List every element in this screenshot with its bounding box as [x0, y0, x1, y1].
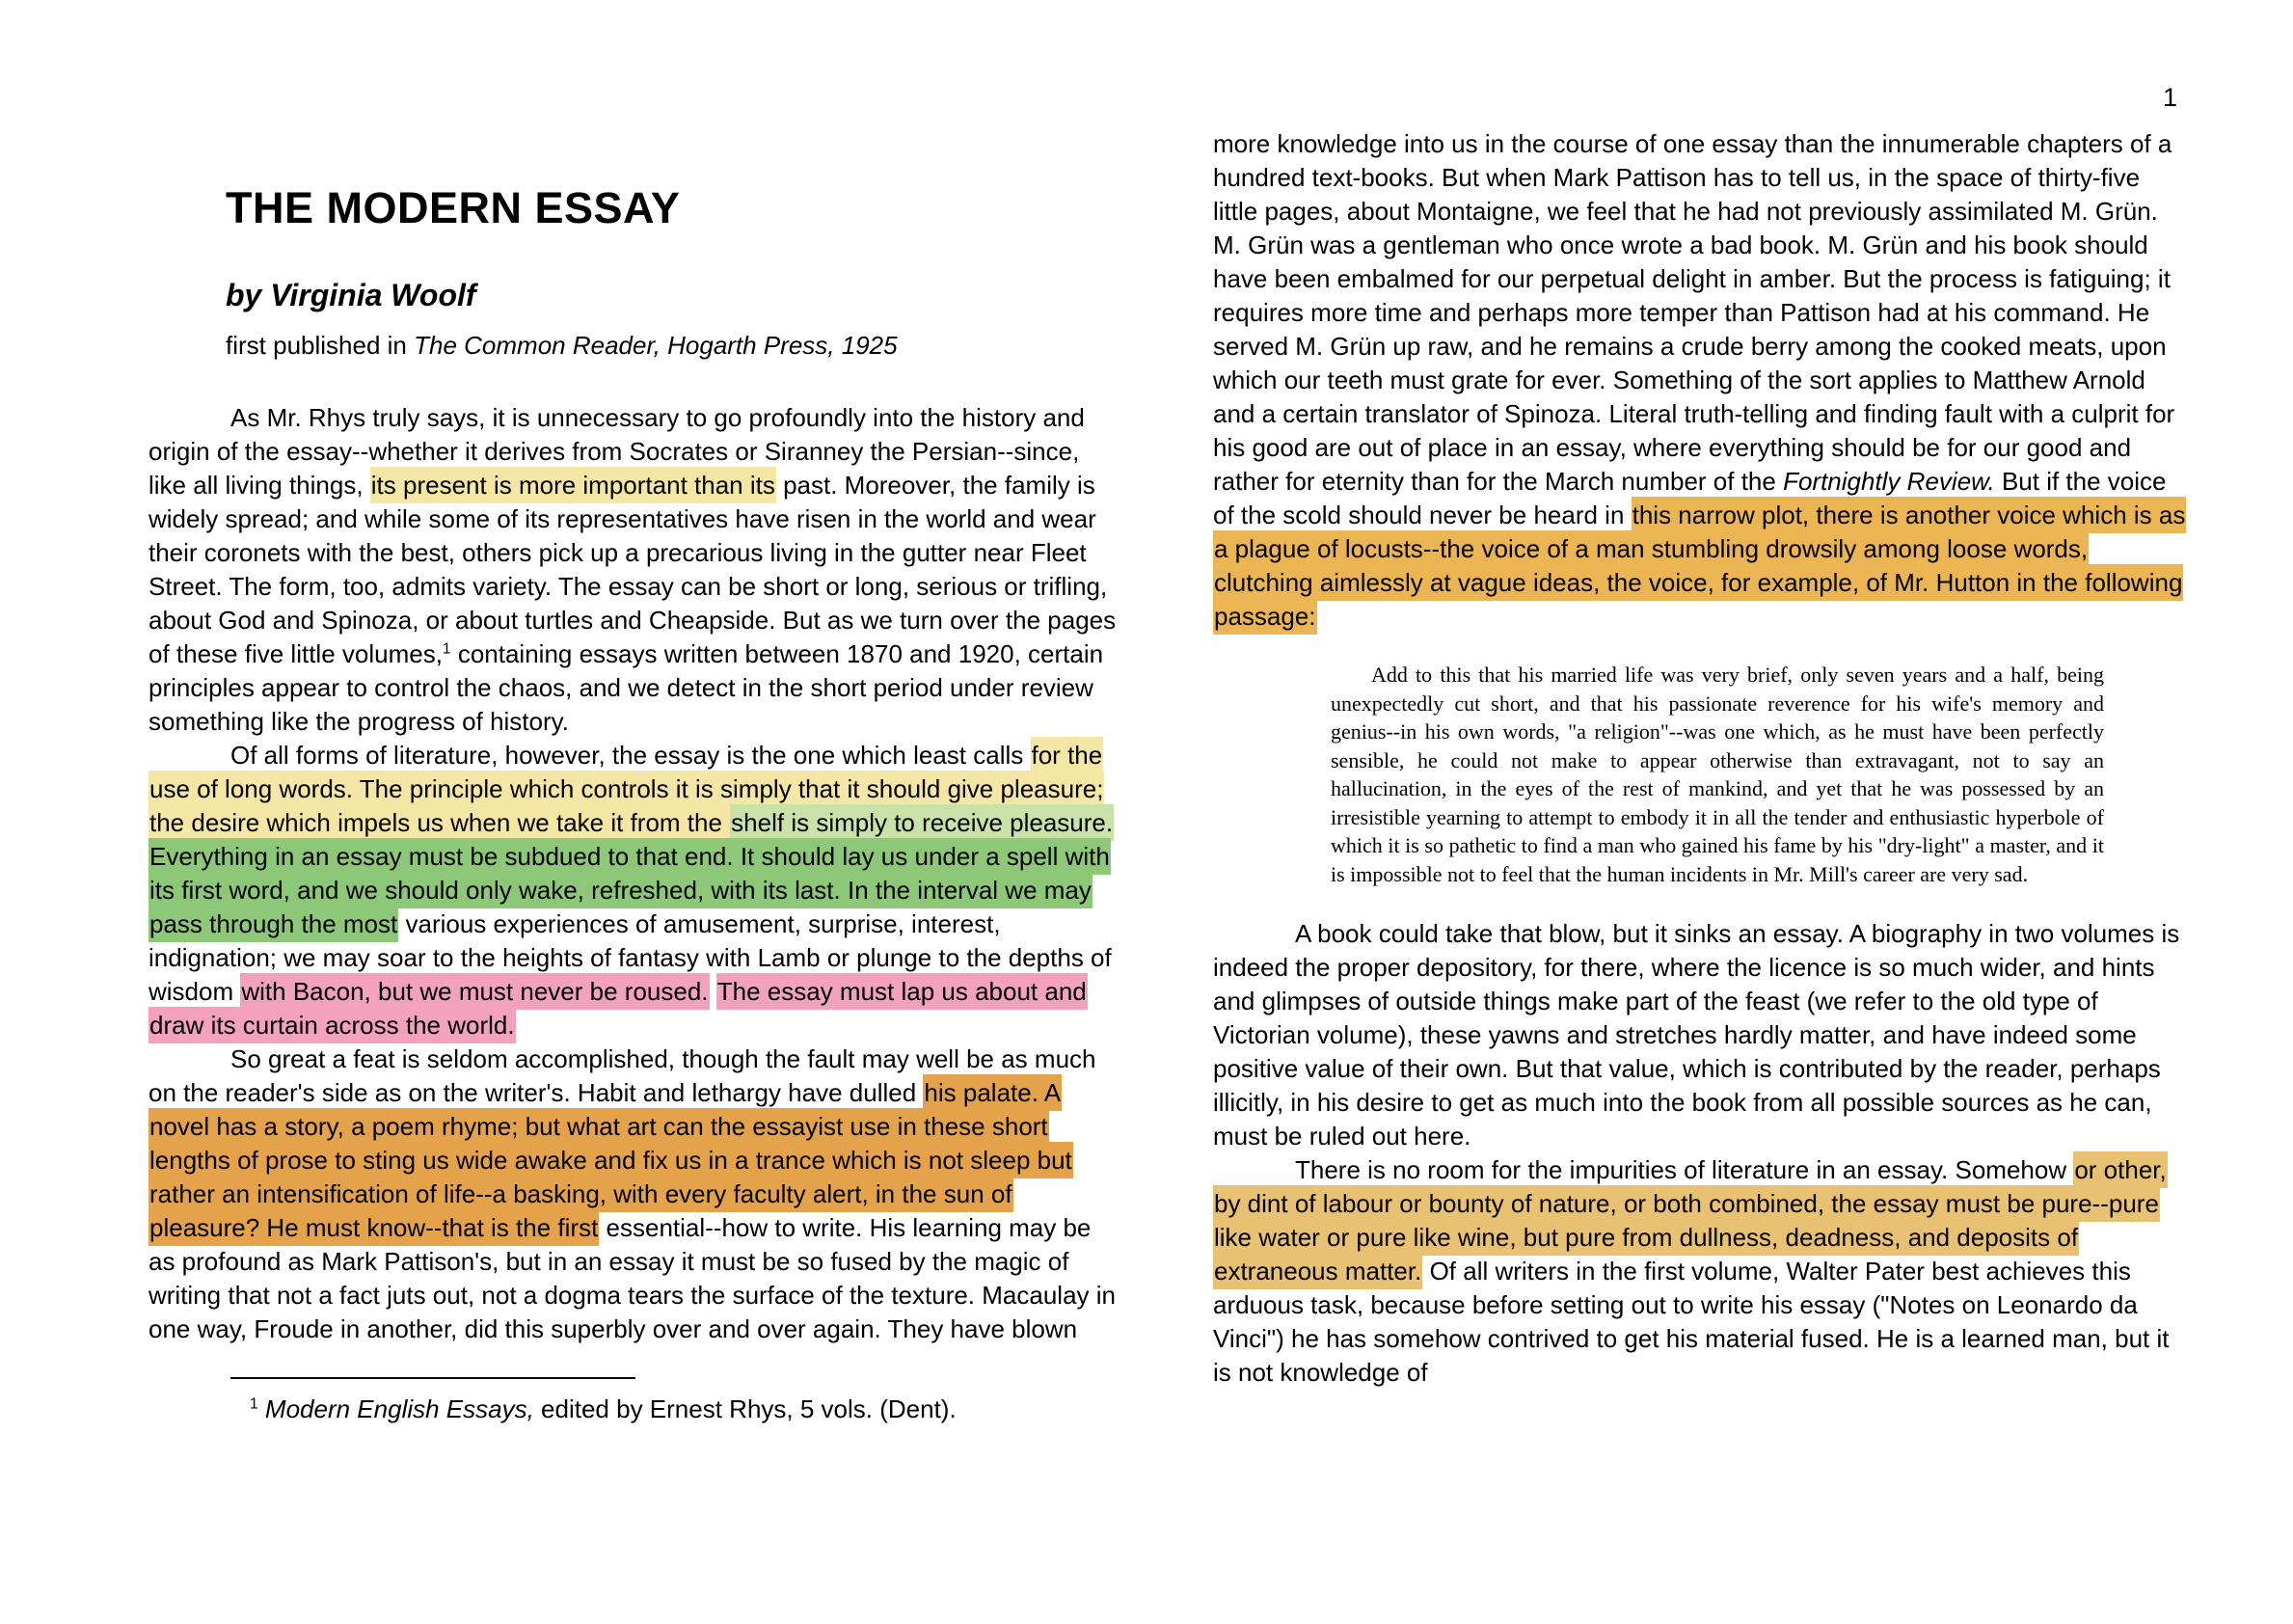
paragraph	[1213, 1153, 2191, 1390]
italic-text: Fortnightly Review.	[1783, 467, 1995, 496]
text-run: There is no room for the impurities of literature in an essay. Somehow	[1295, 1155, 2074, 1184]
page-number: 1	[2162, 83, 2177, 112]
highlight-pink: The essay must lap us about and draw its curtain across the world.	[148, 973, 1088, 1043]
italic-text: Modern English Essays,	[264, 1394, 534, 1423]
paragraph	[1213, 127, 2191, 634]
text-run: But if the voice of the scold should never be heard in	[1213, 467, 2167, 529]
text-run: 1	[250, 1395, 258, 1413]
text-run: A book could take that blow, but it sinks an essay. A biography in two volumes is indeed the proper depository, for there, where the licence is so much wider, and hints and glimpses of outside things make part of the feast (we refer to the old type of Victorian volume), these yawns and stretches hardly matter, and have indeed some positive value of their own. But that value, which is contributed by the reader, perhaps illicitly, in his desire to get as much into the book from all possible sources as he can, must be ruled out here.	[1213, 919, 2180, 1150]
italic-text: The Common Reader, Hogarth Press, 1925	[414, 331, 898, 360]
text-run: So great a feat is seldom accomplished, though the fault may well be as much on the reader's side as on the writer's. Habit and lethargy have dulled	[148, 1044, 1096, 1107]
footnote-text	[230, 1393, 1118, 1425]
highlight-gold: this narrow plot, there is another voice which is as a plague of locusts--the voice of a man stumbling drowsily among loose words, clutching aimlessly at vague ideas, the voice, for example, of Mr. Hutton in the following passage:	[1213, 497, 2186, 635]
essay-title: THE MODERN ESSAY	[226, 183, 681, 232]
paragraph	[1213, 917, 2191, 1153]
highlight-yellow: its present is more important than its	[370, 467, 776, 503]
publication-line	[226, 331, 1118, 361]
essay-byline: by Virginia Woolf	[226, 278, 476, 312]
text-run: Of all writers in the first volume, Walter Pater best achieves this arduous task, because before setting out to write his essay ("Notes on Leonardo da Vinci") he has somehow contrived to get his material fused. He is a learned man, but it is not knowledge of	[1213, 1257, 2170, 1387]
text-run: containing essays written between 1870 and 1920, certain principles appear to control the chaos, and we detect in the short period under review something like the progress of history.	[148, 639, 1104, 736]
highlight-tan: or other, by dint of labour or bounty of nature, or both combined, the essay must be pure--pure like water or pure like wine, but pure from dullness, deadness, and deposits of extraneous matter.	[1213, 1151, 2168, 1289]
text-run: Add to this that his married life was very brief, only seven years and a half, being unexpectedly cut short, and that his passionate reverence for his wife's memory and genius--in his own words, "a religion"--was one which, as he must have been perfectly sensible, he could not make to appear otherwise than extravagant, not to say an hallucination, in the eyes of the rest of mankind, and yet that he was possessed by an irresistible yearning to attempt to embody it in all the tender and enthusiastic hyperbole of which it is so pathetic to find a man who gained his fame by his "dry-light" a master, and it is impossible not to feel that the human incidents in Mr. Mill's career are very sad.	[1331, 663, 2104, 886]
text-run: various experiences of amusement, surprise, interest, indignation; we may soar to the heights of fantasy with Lamb or plunge to the depths of wisdom	[148, 909, 1112, 1006]
essay-header	[148, 183, 1118, 361]
text-run: edited by Ernest Rhys, 5 vols. (Dent).	[533, 1394, 957, 1423]
paragraph	[148, 401, 1118, 739]
text-run	[258, 1394, 265, 1423]
highlight-pink: with Bacon, but we must never be roused.	[240, 973, 709, 1010]
text-run: 1	[442, 640, 451, 658]
text-run: first published in	[226, 331, 415, 360]
footnote	[230, 1377, 1118, 1425]
block-quote	[1331, 661, 2104, 888]
paragraph	[148, 1042, 1118, 1346]
highlight-greenlight: shelf is simply to receive pleasure.	[730, 804, 1114, 841]
text-run: essential--how to write. His learning may be as profound as Mark Pattison's, but in an essay it must be so fused by the magic of writing that not a fact juts out, not a dogma tears the surface of the texture. Macaulay in one way, Froude in another, did this superbly over and over again. They have blown	[148, 1213, 1116, 1343]
text-run: more knowledge into us in the course of one essay than the innumerable chapters of a hundred text-books. But when Mark Pattison has to tell us, in the space of thirty-five little pages, about Montaigne, we feel that he had not previously assimilated M. Grün. M. Grün was a gentleman who once wrote a bad book. M. Grün and his book should have been embalmed for our perpetual delight in amber. But the process is fatiguing; it requires more time and perhaps more temper than Pattison had at his command. He served M. Grün up raw, and he remains a crude berry among the cooked meats, upon which our teeth must grate for ever. Something of the sort applies to Matthew Arnold and a certain translator of Spinoza. Literal truth-telling and finding fault with a culprit for his good are out of place in an essay, where everything should be for our good and rather for eternity than for the March number of the	[1213, 129, 2175, 496]
text-run	[710, 977, 716, 1006]
left-column	[148, 183, 1118, 1425]
highlight-yellow: for the use of long words. The principle which controls it is simply that it should give pleasure; the desire which impels us when we take it from the	[148, 737, 1104, 841]
paragraph	[148, 739, 1118, 1042]
text-run: As Mr. Rhys truly says, it is unnecessary to go profoundly into the history and origin of the essay--whether it derives from Socrates or Siranney the Persian--since, like all living things,	[148, 403, 1085, 500]
text-run: Of all forms of literature, however, the essay is the one which least calls	[230, 741, 1031, 770]
text-run: past. Moreover, the family is widely spread; and while some of its representatives have risen in the world and wear their coronets with the best, others pick up a precarious living in the gutter near Fleet Street. The form, too, admits variety. The essay can be short or long, serious or trifling, about God and Spinoza, or about turtles and Cheapside. But as we turn over the pages of these five little volumes,	[148, 471, 1117, 668]
footnote-rule	[230, 1377, 635, 1379]
highlight-green: Everything in an essay must be subdued to that end. It should lay us under a spell with its first word, and we should only wake, refreshed, with its last. In the interval we may pass through the most	[148, 838, 1111, 942]
right-column	[1213, 127, 2191, 1390]
highlight-orange: his palate. A novel has a story, a poem rhyme; but what art can the essayist use in these short lengths of prose to sting us wide awake and fix us in a trance which is not sleep but rather an intensification of life--a basking, with every faculty alert, in the sun of pleasure? He must know--that is the first	[148, 1074, 1073, 1246]
